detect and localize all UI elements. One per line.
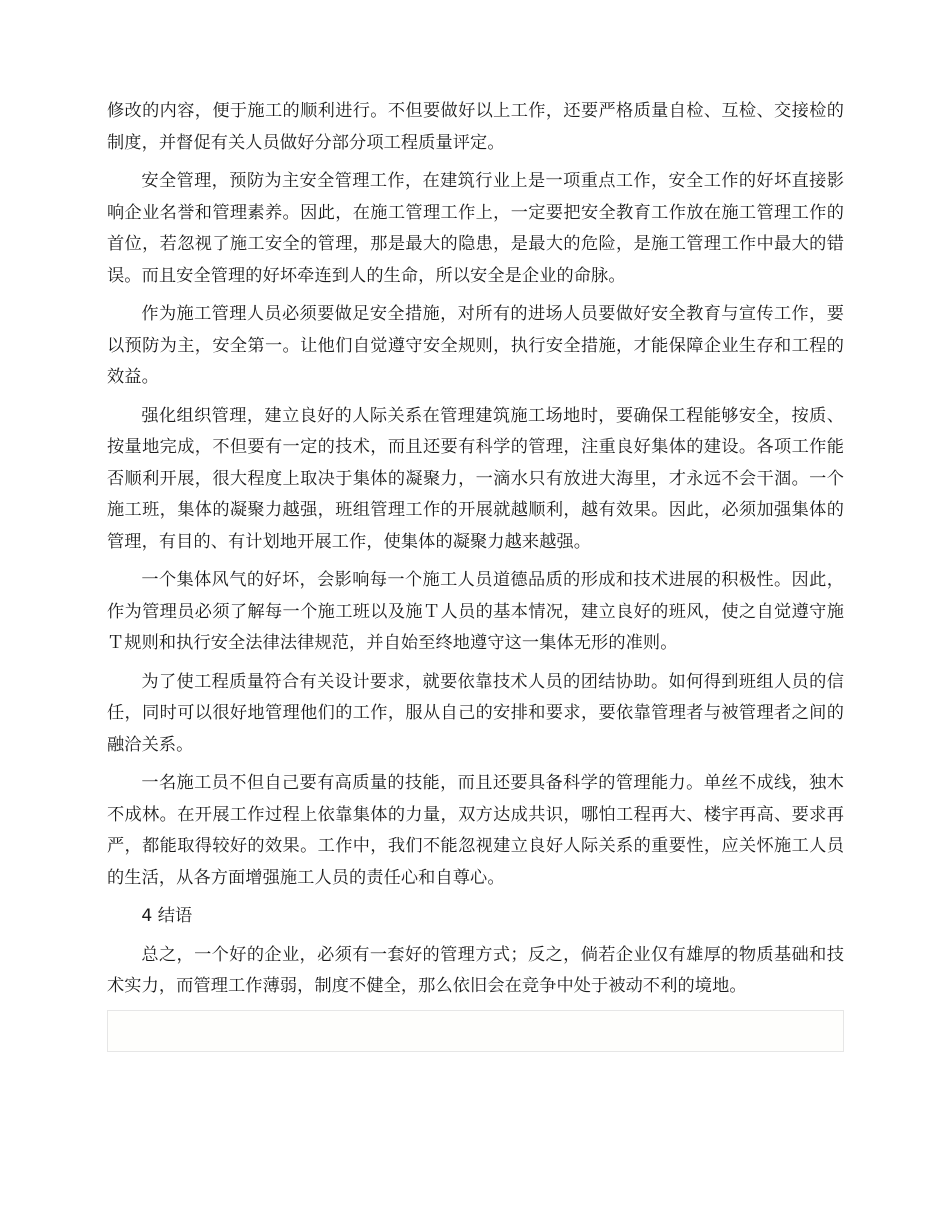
paragraph-safety-measures: 作为施工管理人员必须要做足安全措施，对所有的进场人员要做好安全教育与宣传工作，要以预防为主，安全第一。让他们自觉遵守安全规则，执行安全措施，才能保障企业生存和工程的效益。 <box>107 304 844 387</box>
document-page <box>107 96 844 1052</box>
paragraph-quality-control: 修改的内容，便于施工的顺利进行。不但要做好以上工作，还要严格质量自检、互检、交接检的制度，并督促有关人员做好分部分项工程质量评定。 <box>107 101 844 153</box>
section-heading: 4 结语 <box>141 906 193 926</box>
paragraph-interpersonal-relations: 一名施工员不但自己要有高质量的技能，而且还要具备科学的管理能力。单丝不成线，独木不成林。在开展工作过程上依靠集体的力量，双方达成共识，哪怕工程再大、楼宇再高、要求再严，都能取得较好的效果。工作中，我们不能忽视建立良好人际关系的重要性，应关怀施工人员的生活，从各方面增强施工人员的责任心和自尊心。 <box>107 773 844 888</box>
paragraph-conclusion: 总之，一个好的企业，必须有一套好的管理方式；反之，倘若企业仅有雄厚的物质基础和技术实力，而管理工作薄弱，制度不健全，那么依旧会在竞争中处于被动不利的境地。 <box>107 944 844 996</box>
paragraph-technical-cooperation: 为了使工程质量符合有关设计要求，就要依靠技术人员的团结协助。如何得到班组人员的信任，同时可以很好地管理他们的工作，服从自己的安排和要求，要依靠管理者与被管理者之间的融洽关系。 <box>107 671 844 755</box>
paragraph-team-culture: 一个集体风气的好坏，会影响每一个施工人员道德品质的形成和技术进展的积极性。因此，作为管理员必须了解每一个施工班以及施Ｔ人员的基本情况，建立良好的班风，使之自觉遵守施Ｔ规则和执行安全法律法律规范，并自始至终地遵守这一集体无形的准则。 <box>107 570 844 653</box>
empty-text-box <box>107 1010 844 1052</box>
paragraph-organization-management: 强化组织管理，建立良好的人际关系在管理建筑施工场地时，要确保工程能够安全，按质、按量地完成，不但要有一定的技术，而且还要有科学的管理，注重良好集体的建设。各项工作能否顺利开展，很大程度上取决于集体的凝聚力，一滴水只有放进大海里，才永远不会干涸。一个施工班，集体的凝聚力越强，班组管理工作的开展就越顺利，越有效果。因此，必须加强集体的管理，有目的、有计划地开展工作，使集体的凝聚力越来越强。 <box>107 405 844 552</box>
paragraph-safety-management: 安全管理，预防为主安全管理工作，在建筑行业上是一项重点工作，安全工作的好坏直接影响企业名誉和管理素养。因此，在施工管理工作上，一定要把安全教育工作放在施工管理工作的首位，若忽视了施工安全的管理，那是最大的隐患，是最大的危险，是施工管理工作中最大的错误。而且安全管理的好坏牵连到人的生命，所以安全是企业的命脉。 <box>107 171 844 286</box>
